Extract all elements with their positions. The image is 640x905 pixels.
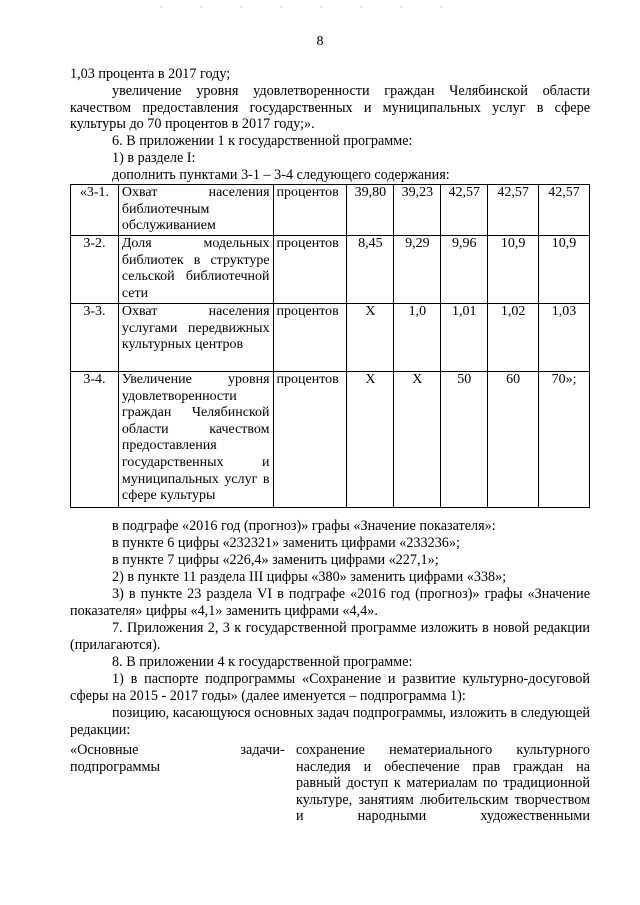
value-cell: 70»;: [539, 372, 590, 508]
row-number: 3-3.: [71, 304, 119, 372]
paragraph: 6. В приложении 1 к государственной программе:: [112, 133, 413, 149]
paragraph: 3) в пункте 23 раздела VI в подграфе «2016 год (прогноз)» графы «Значение показателя» цифры «4,1» заменить цифрами «4,4».: [70, 586, 590, 619]
paragraph: в пункте 7 цифры «226,4» заменить цифрами «227,1»;: [112, 552, 439, 568]
table-row: [71, 185, 590, 236]
paragraph: увеличение уровня удовлетворенности граждан Челябинской области качеством предоставления государственных и муниципальных услуг в сфере культуры до 70 процентов в 2017 году;».: [70, 83, 590, 133]
unit: процентов: [273, 304, 347, 372]
indicators-table: [70, 184, 590, 508]
table-row: [71, 236, 590, 304]
value-cell: 1,0: [394, 304, 441, 372]
tasks-label: [70, 742, 280, 775]
indicator-name: Охват населения библиотечным обслуживанием: [118, 185, 273, 236]
tasks-dash: -: [280, 742, 285, 758]
paragraph: 2) в пункте 11 раздела III цифры «380» заменить цифрами «338»;: [112, 569, 507, 585]
tasks-label-word: «Основные: [70, 742, 139, 758]
paragraph: в пункте 6 цифры «232321» заменить цифрами «233236»;: [112, 535, 460, 551]
paragraph: 1) в паспорте подпрограммы «Сохранение и развитие культурно-досуговой сферы на 2015 - 2017 годы» (далее именуется – подпрограмма 1):: [70, 671, 590, 704]
value-cell: 42,57: [488, 185, 539, 236]
value-cell: 1,01: [441, 304, 488, 372]
value-cell: Х: [347, 372, 394, 508]
tasks-label-line: подпрограммы: [70, 758, 160, 775]
value-cell: 50: [441, 372, 488, 508]
value-cell: 9,96: [441, 236, 488, 304]
value-cell: 9,29: [394, 236, 441, 304]
value-cell: 10,9: [539, 236, 590, 304]
row-number: «3-1.: [71, 185, 119, 236]
indicator-name: Доля модельных библиотек в структуре сельской библиотечной сети: [118, 236, 273, 304]
row-number: 3-2.: [71, 236, 119, 304]
paragraph: 1) в разделе I:: [112, 150, 196, 166]
value-cell: Х: [394, 372, 441, 508]
scan-artifact: [160, 6, 480, 8]
table-row: [71, 304, 590, 372]
paragraph: 7. Приложения 2, 3 к государственной программе изложить в новой редакции (прилагаются).: [70, 620, 590, 653]
value-cell: 42,57: [539, 185, 590, 236]
value-cell: 1,03: [539, 304, 590, 372]
value-cell: 39,23: [394, 185, 441, 236]
paragraph: 8. В приложении 4 к государственной программе:: [112, 654, 413, 670]
paragraph: в подграфе «2016 год (прогноз)» графы «Значение показателя»:: [112, 518, 496, 534]
page-number: 8: [316, 34, 324, 49]
unit: процентов: [273, 372, 347, 508]
row-number: 3-4.: [71, 372, 119, 508]
tasks-label-word: задачи: [240, 742, 280, 758]
value-cell: 10,9: [488, 236, 539, 304]
tasks-text: сохранение нематериального культурного наследия и обеспечение прав граждан на равный доступ к материалам по традиционной культуре, занятиям любительским творчеством и народными художественными: [296, 742, 590, 825]
unit: процентов: [273, 236, 347, 304]
value-cell: 60: [488, 372, 539, 508]
unit: процентов: [273, 185, 347, 236]
paragraph: 1,03 процента в 2017 году;: [70, 66, 231, 82]
paragraph: позицию, касающуюся основных задач подпрограммы, изложить в следующей редакции:: [70, 705, 590, 738]
value-cell: 8,45: [347, 236, 394, 304]
value-cell: 42,57: [441, 185, 488, 236]
table-row: [71, 372, 590, 508]
paragraph: дополнить пунктами 3-1 – 3-4 следующего содержания:: [112, 167, 450, 183]
value-cell: Х: [347, 304, 394, 372]
indicator-name: Охват населения услугами передвижных культурных центров: [118, 304, 273, 372]
value-cell: 39,80: [347, 185, 394, 236]
value-cell: 1,02: [488, 304, 539, 372]
indicator-name: Увеличение уровня удовлетворенности граждан Челябинской области качеством предоставления государственных и муниципальных услуг в сфере культуры: [118, 372, 273, 508]
